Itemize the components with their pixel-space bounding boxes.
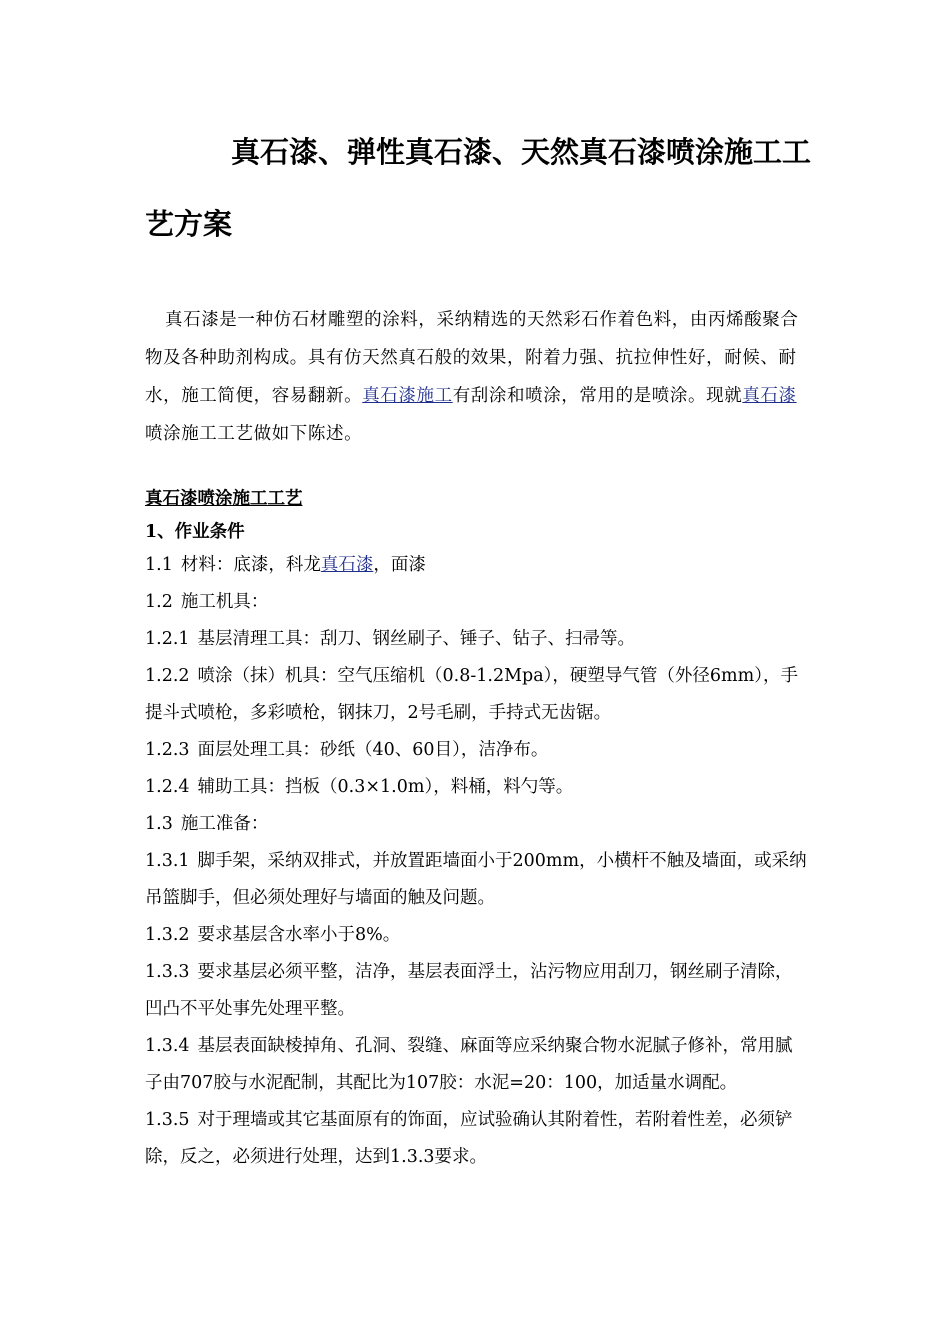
item-text: 基层清理工具：刮刀、钢丝刷子、锤子、钻子、扫帚等。 (197, 629, 636, 649)
item-number: 1.3.5 (145, 1110, 190, 1130)
item-1-2-3 (145, 732, 810, 769)
item-1-2 (145, 584, 810, 621)
item-number: 1.2.3 (145, 740, 190, 760)
item-text: 材料：底漆，科龙 (180, 555, 321, 575)
document-title-line-1: 真石漆、弹性真石漆、天然真石漆喷涂施工工 (231, 135, 812, 169)
intro-text-3: 喷涂施工工艺做如下陈述。 (145, 424, 363, 444)
link-stone-paint[interactable]: 真石漆 (742, 386, 797, 406)
item-1-3-2 (145, 917, 810, 954)
item-number: 1.2.4 (145, 777, 190, 797)
item-1-2-2 (145, 658, 810, 732)
item-1-3 (145, 806, 810, 843)
item-1-1 (145, 547, 810, 584)
item-text: 面层处理工具：砂纸（40、60目），洁净布。 (197, 740, 549, 760)
item-text: 要求基层必须平整，洁净，基层表面浮土，沾污物应用刮刀，钢丝刷子清除，凹凸不平处事先处理平整。 (145, 962, 793, 1019)
item-number: 1.3.2 (145, 925, 190, 945)
item-number: 1.1 (145, 555, 173, 575)
item-number: 1.3.3 (145, 962, 190, 982)
intro-text-2: 有刮涂和喷涂，常用的是喷涂。现就 (452, 386, 743, 406)
item-text-post: ，面漆 (373, 555, 426, 575)
content-body (145, 517, 810, 1176)
item-1-3-1 (145, 843, 810, 917)
item-text: 脚手架，采纳双排式，并放置距墙面小于200mm，小横杆不触及墙面，或采纳吊篮脚手，但必须处理好与墙面的触及问题。 (145, 851, 807, 908)
item-number: 1.3.4 (145, 1036, 190, 1056)
item-number: 1.2 (145, 592, 173, 612)
item-number: 1.2.2 (145, 666, 190, 686)
item-1-2-1 (145, 621, 810, 658)
item-1-2-4 (145, 769, 810, 806)
item-text: 要求基层含水率小于8%。 (197, 925, 401, 945)
item-text: 施工机具： (180, 592, 269, 612)
link-stone-paint-construction[interactable]: 真石漆施工 (362, 386, 453, 406)
item-text: 施工准备： (180, 814, 269, 834)
item-text: 辅助工具：挡板（0.3×1.0m），料桶，料勺等。 (197, 777, 574, 797)
intro-text-1: 真石漆是一种仿石材雕塑的涂料，采纳精选的天然彩石作着色料，由丙烯酸聚合物及各种助剂构成。具有仿天然真石般的效果，附着力强、抗拉伸性好，耐候、耐水，施工简便，容易翻新。 (145, 310, 799, 406)
item-1-3-3 (145, 954, 810, 1028)
item-1-3-4 (145, 1028, 810, 1102)
item-number: 1.3 (145, 814, 173, 834)
section-heading: 真石漆喷涂施工工艺 (145, 489, 303, 509)
document-title-line-2: 艺方案 (145, 207, 233, 241)
item-text: 基层表面缺棱掉角、孔洞、裂缝、麻面等应采纳聚合物水泥腻子修补，常用腻子由707胶与水泥配制，其配比为107胶：水泥=20：100，加适量水调配。 (145, 1036, 793, 1093)
sub-heading-work-conditions: 1、作业条件 (145, 522, 245, 542)
item-1-3-5 (145, 1102, 810, 1176)
link-stone-paint-material[interactable]: 真石漆 (320, 555, 374, 575)
intro-paragraph (145, 301, 807, 453)
item-number: 1.2.1 (145, 629, 190, 649)
item-text: 对于理墙或其它基面原有的饰面，应试验确认其附着性，若附着性差，必须铲除，反之，必须进行处理，达到1.3.3要求。 (145, 1110, 793, 1167)
item-number: 1.3.1 (145, 851, 190, 871)
item-text: 喷涂（抹）机具：空气压缩机（0.8-1.2Mpa），硬塑导气管（外径6mm），手提斗式喷枪，多彩喷枪，钢抹刀，2号毛刷，手持式无齿锯。 (145, 666, 798, 723)
